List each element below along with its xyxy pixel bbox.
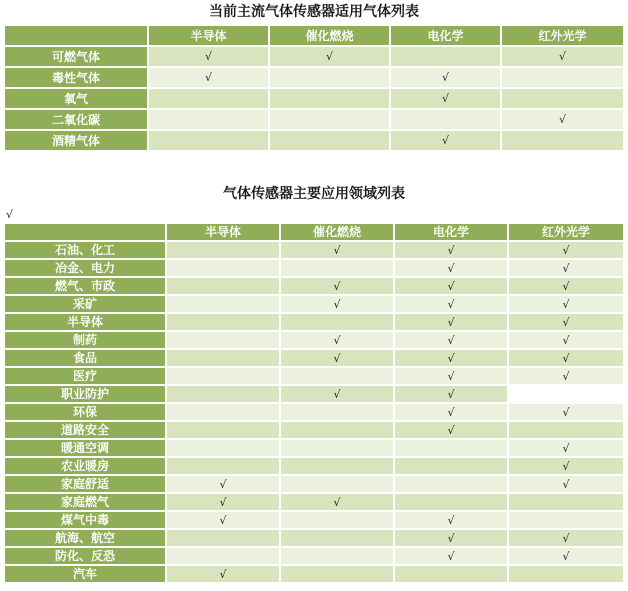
table2-cell [281, 260, 393, 276]
check-mark-icon: √ [447, 387, 455, 401]
table2-cell [509, 422, 623, 438]
check-mark-icon: √ [447, 513, 455, 527]
check-mark-icon: √ [562, 333, 570, 347]
table2-cell [167, 530, 279, 546]
table2-cell [509, 260, 623, 276]
table2-row-label: 汽车 [5, 566, 165, 582]
table2-row-label: 道路安全 [5, 422, 165, 438]
table1-row-label: 二氧化碳 [5, 110, 147, 129]
table2-cell [395, 260, 507, 276]
table1-col-header: 催化燃烧 [270, 26, 389, 45]
check-mark-icon: √ [441, 71, 449, 84]
check-mark-icon: √ [562, 459, 570, 473]
check-mark-icon: √ [447, 243, 455, 257]
table1-row-label: 氧气 [5, 89, 147, 108]
table2-cell [509, 350, 623, 366]
stray-check-mark: √ [6, 208, 14, 221]
table2-cell [395, 332, 507, 348]
table2-cell [509, 440, 623, 456]
table2-cell [509, 314, 623, 330]
table2-row-label: 煤气中毒 [5, 512, 165, 528]
table2-cell [281, 332, 393, 348]
check-mark-icon: √ [562, 531, 570, 545]
table2-cell [509, 404, 623, 420]
table2-cell [281, 368, 393, 384]
table2-cell [167, 440, 279, 456]
table2-cell [509, 458, 623, 474]
table2-cell [281, 404, 393, 420]
table2-cell [167, 494, 279, 510]
check-mark-icon: √ [447, 405, 455, 419]
table2-row [5, 566, 623, 582]
table2-cell [281, 314, 393, 330]
check-mark-icon: √ [562, 261, 570, 275]
check-mark-icon: √ [219, 495, 227, 509]
table2-row-label: 燃气、市政 [5, 278, 165, 294]
check-mark-icon: √ [441, 134, 449, 147]
table1-row [5, 68, 623, 87]
table1-corner-cell [5, 26, 147, 45]
table1-row [5, 47, 623, 66]
check-mark-icon: √ [219, 567, 227, 581]
table2-row-label: 防化、反恐 [5, 548, 165, 564]
table1-cell [502, 110, 623, 129]
table1-cell [502, 89, 623, 108]
table2-cell [509, 368, 623, 384]
table2-cell [167, 404, 279, 420]
table2-cell [509, 566, 623, 582]
table2-row [5, 242, 623, 258]
table1-row-label: 酒精气体 [5, 131, 147, 150]
table2-cell [509, 386, 623, 402]
table2-row-label: 医疗 [5, 368, 165, 384]
table2-cell [281, 566, 393, 582]
table2-row-label: 职业防护 [5, 386, 165, 402]
table2-cell [281, 242, 393, 258]
table2-cell [395, 368, 507, 384]
check-mark-icon: √ [558, 113, 566, 126]
check-mark-icon: √ [562, 315, 570, 329]
check-mark-icon: √ [447, 549, 455, 563]
table2-row-label: 冶金、电力 [5, 260, 165, 276]
check-mark-icon: √ [447, 531, 455, 545]
check-mark-icon: √ [333, 495, 341, 509]
table1-cell [149, 47, 268, 66]
table2-row [5, 314, 623, 330]
table2-row-label: 采矿 [5, 296, 165, 312]
table2-cell [167, 368, 279, 384]
table2-cell [281, 386, 393, 402]
table2-cell [395, 314, 507, 330]
table2-cell [395, 350, 507, 366]
check-mark-icon: √ [333, 387, 341, 401]
table2-row [5, 458, 623, 474]
table2-row [5, 278, 623, 294]
table2-cell [509, 548, 623, 564]
check-mark-icon: √ [562, 441, 570, 455]
check-mark-icon: √ [447, 333, 455, 347]
check-mark-icon: √ [447, 279, 455, 293]
table2-cell [281, 458, 393, 474]
check-mark-icon: √ [325, 50, 333, 63]
table2-row-label: 暖通空调 [5, 440, 165, 456]
table2-cell [167, 548, 279, 564]
table2-row [5, 368, 623, 384]
table1-cell [391, 47, 500, 66]
table1-header-row [5, 26, 623, 45]
table2-cell [281, 350, 393, 366]
check-mark-icon: √ [447, 261, 455, 275]
table2-cell [281, 530, 393, 546]
table2-cell [167, 422, 279, 438]
table2-cell [167, 566, 279, 582]
table2-cell [167, 296, 279, 312]
table2-row [5, 332, 623, 348]
check-mark-icon: √ [562, 297, 570, 311]
check-mark-icon: √ [447, 369, 455, 383]
table1-col-header: 半导体 [149, 26, 268, 45]
table2-cell [395, 440, 507, 456]
table2-cell [395, 566, 507, 582]
table1-row [5, 89, 623, 108]
table1-cell [270, 131, 389, 150]
table2-cell [167, 350, 279, 366]
table1-cell [149, 89, 268, 108]
check-mark-icon: √ [558, 50, 566, 63]
table2-cell [167, 278, 279, 294]
table1-row [5, 110, 623, 129]
check-mark-icon: √ [447, 315, 455, 329]
table2-cell [281, 440, 393, 456]
check-mark-icon: √ [219, 513, 227, 527]
table2-cell [395, 530, 507, 546]
table2-cell [167, 512, 279, 528]
table1-cell [149, 131, 268, 150]
check-mark-icon: √ [333, 279, 341, 293]
table2-cell [281, 494, 393, 510]
table2-row [5, 440, 623, 456]
table1-cell [270, 68, 389, 87]
check-mark-icon: √ [333, 297, 341, 311]
table2-row [5, 530, 623, 546]
check-mark-icon: √ [562, 549, 570, 563]
table2-row [5, 260, 623, 276]
table2-row [5, 494, 623, 510]
table2-row-label: 半导体 [5, 314, 165, 330]
table2-cell [167, 332, 279, 348]
check-mark-icon: √ [562, 279, 570, 293]
table2-row-label: 家庭舒适 [5, 476, 165, 492]
table1-col-header: 电化学 [391, 26, 500, 45]
check-mark-icon: √ [562, 243, 570, 257]
table2-row-label: 农业暖房 [5, 458, 165, 474]
table2-cell [395, 476, 507, 492]
table2-cell [281, 278, 393, 294]
table2-cell [395, 422, 507, 438]
table1-title: 当前主流气体传感器适用气体列表 [209, 4, 419, 20]
table1-row-label: 毒性气体 [5, 68, 147, 87]
table2-cell [509, 512, 623, 528]
table2-cell [167, 458, 279, 474]
table2-corner-cell [5, 224, 165, 240]
table2-row-label: 环保 [5, 404, 165, 420]
table2-cell [395, 296, 507, 312]
table2-cell [395, 494, 507, 510]
table2-cell [509, 332, 623, 348]
table1-cell [270, 47, 389, 66]
table2-cell [395, 386, 507, 402]
table2-cell [281, 548, 393, 564]
table2-cell [281, 422, 393, 438]
check-mark-icon: √ [562, 477, 570, 491]
check-mark-icon: √ [447, 351, 455, 365]
table2-row [5, 296, 623, 312]
check-mark-icon: √ [447, 297, 455, 311]
table2-row-label: 石油、化工 [5, 242, 165, 258]
check-mark-icon: √ [447, 423, 455, 437]
table2-row [5, 350, 623, 366]
table1-row-label: 可燃气体 [5, 47, 147, 66]
table2-row-label: 制药 [5, 332, 165, 348]
table2-row [5, 512, 623, 528]
table2-cell [509, 242, 623, 258]
gas-type-table [3, 24, 625, 152]
table2-col-header: 半导体 [167, 224, 279, 240]
table2-row-label: 航海、航空 [5, 530, 165, 546]
check-mark-icon: √ [441, 92, 449, 105]
table2-cell [281, 512, 393, 528]
table2-cell [281, 296, 393, 312]
table2-cell [167, 260, 279, 276]
check-mark-icon: √ [204, 71, 212, 84]
table2-cell [395, 278, 507, 294]
table2-col-header: 催化燃烧 [281, 224, 393, 240]
table2-row [5, 422, 623, 438]
check-mark-icon: √ [562, 369, 570, 383]
table1-cell [270, 89, 389, 108]
check-mark-icon: √ [562, 405, 570, 419]
table1-row [5, 131, 623, 150]
table2-cell [395, 404, 507, 420]
table2-cell [509, 476, 623, 492]
table2-cell [509, 296, 623, 312]
table2-cell [509, 530, 623, 546]
table1-cell [149, 68, 268, 87]
table1-cell [391, 89, 500, 108]
table2-col-header: 电化学 [395, 224, 507, 240]
check-mark-icon: √ [333, 243, 341, 257]
table2-row [5, 386, 623, 402]
table1-cell [149, 110, 268, 129]
table2-cell [167, 476, 279, 492]
table2-cell [509, 278, 623, 294]
table2-col-header: 红外光学 [509, 224, 623, 240]
check-mark-icon: √ [333, 351, 341, 365]
table2-header-row [5, 224, 623, 240]
table2-cell [167, 386, 279, 402]
table1-cell [391, 131, 500, 150]
check-mark-icon: √ [562, 351, 570, 365]
table2-row [5, 476, 623, 492]
table1-cell [502, 47, 623, 66]
table1-cell [391, 68, 500, 87]
table2-cell [395, 548, 507, 564]
table2-cell [167, 314, 279, 330]
table2-cell [281, 476, 393, 492]
table1-cell [502, 131, 623, 150]
table1-cell [502, 68, 623, 87]
table2-row-label: 食品 [5, 350, 165, 366]
table2-row [5, 548, 623, 564]
check-mark-icon: √ [204, 50, 212, 63]
check-mark-icon: √ [333, 333, 341, 347]
table1-col-header: 红外光学 [502, 26, 623, 45]
table1-cell [270, 110, 389, 129]
table2-cell [395, 512, 507, 528]
table2-cell [395, 458, 507, 474]
table2-cell [509, 494, 623, 510]
table2-row [5, 404, 623, 420]
table2-cell [167, 242, 279, 258]
table2-cell [395, 242, 507, 258]
table2-title: 气体传感器主要应用领域列表 [223, 186, 405, 202]
application-field-table [3, 222, 625, 584]
check-mark-icon: √ [219, 477, 227, 491]
table1-cell [391, 110, 500, 129]
table2-row-label: 家庭燃气 [5, 494, 165, 510]
